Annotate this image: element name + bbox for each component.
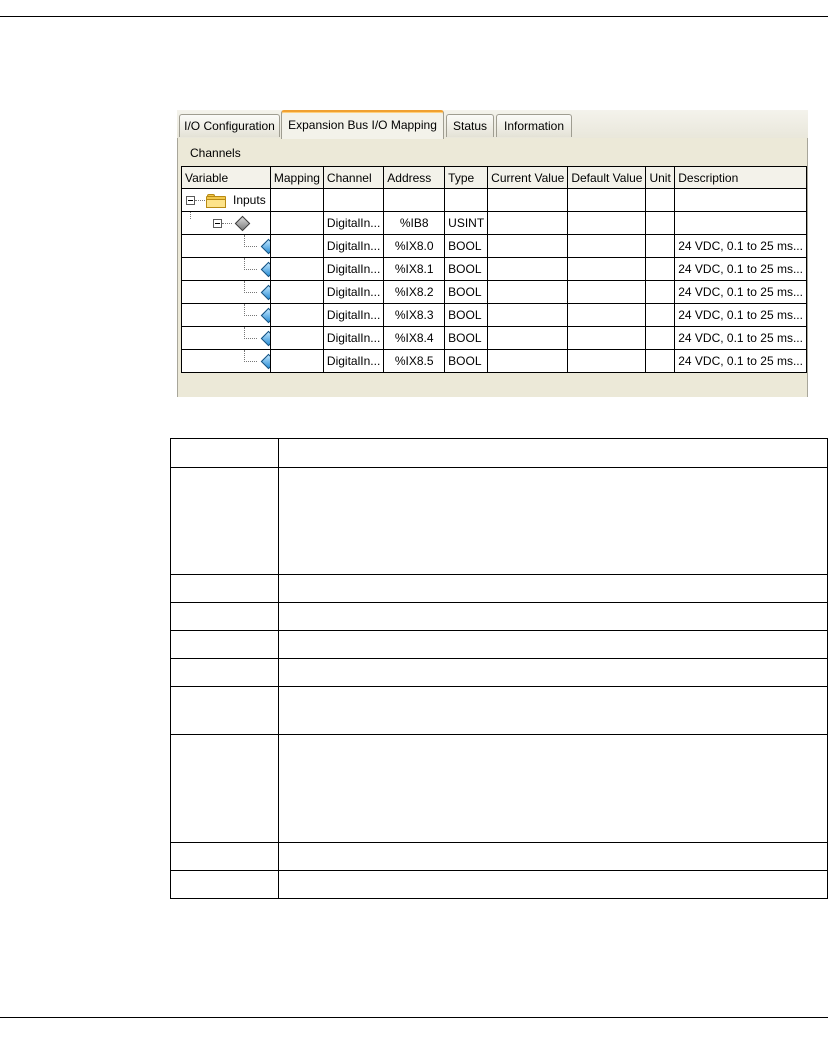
current-value-cell (488, 350, 568, 373)
channel-cell: DigitalIn... (323, 281, 383, 304)
column-header-unit[interactable]: Unit (646, 167, 675, 189)
table-row[interactable] (182, 235, 807, 258)
desc-row (171, 631, 828, 659)
blue-diamond-icon (261, 308, 271, 324)
blue-diamond-icon (261, 331, 271, 347)
table-row[interactable] (182, 212, 807, 235)
channel-cell: DigitalIn... (323, 258, 383, 281)
variable-cell[interactable] (182, 235, 271, 258)
desc-row (171, 439, 828, 468)
unit-cell (646, 212, 675, 235)
default-value-cell (568, 212, 646, 235)
unit-cell (646, 350, 675, 373)
tree-connector (244, 246, 257, 247)
mapping-cell[interactable] (270, 304, 323, 327)
variable-cell[interactable] (182, 281, 271, 304)
type-cell: BOOL (445, 350, 488, 373)
table-row-inputs[interactable] (182, 189, 807, 212)
collapse-icon[interactable] (213, 219, 222, 228)
column-header-type[interactable]: Type (445, 167, 488, 189)
current-value-cell (488, 327, 568, 350)
mapping-cell[interactable] (270, 327, 323, 350)
table-row[interactable] (182, 304, 807, 327)
blue-diamond-icon (261, 262, 271, 278)
page-header-rule (0, 16, 828, 17)
tree-connector (244, 361, 257, 362)
type-cell: BOOL (445, 281, 488, 304)
desc-row (171, 843, 828, 871)
description-cell: 24 VDC, 0.1 to 25 ms... (675, 304, 807, 327)
table-row[interactable] (182, 350, 807, 373)
channel-cell: DigitalIn... (323, 304, 383, 327)
desc-row (171, 468, 828, 575)
type-cell: USINT (445, 212, 488, 235)
description-cell (675, 189, 807, 212)
tree-connector (244, 292, 257, 293)
description-cell: 24 VDC, 0.1 to 25 ms... (675, 235, 807, 258)
tree-connector (244, 338, 257, 339)
description-cell: 24 VDC, 0.1 to 25 ms... (675, 350, 807, 373)
variable-cell[interactable] (182, 212, 271, 235)
mapping-cell[interactable] (270, 189, 323, 212)
variable-cell[interactable] (182, 327, 271, 350)
desc-row (171, 687, 828, 735)
mapping-cell[interactable] (270, 212, 323, 235)
desc-row (171, 659, 828, 687)
blue-diamond-icon (261, 239, 271, 255)
blue-diamond-icon (261, 354, 271, 370)
inputs-label: Inputs (233, 193, 266, 207)
default-value-cell (568, 258, 646, 281)
unit-cell (646, 235, 675, 258)
description-cell: 24 VDC, 0.1 to 25 ms... (675, 258, 807, 281)
address-cell: %IX8.5 (384, 350, 445, 373)
tree-connector (190, 212, 191, 219)
tree-connector (222, 223, 232, 224)
channel-cell: DigitalIn... (323, 350, 383, 373)
column-header-current-value[interactable]: Current Value (488, 167, 568, 189)
type-cell: BOOL (445, 304, 488, 327)
table-header-row (182, 167, 807, 189)
description-cell (675, 212, 807, 235)
tab-bar (177, 110, 808, 139)
mapping-cell[interactable] (270, 281, 323, 304)
address-cell: %IX8.4 (384, 327, 445, 350)
address-cell (384, 189, 445, 212)
default-value-cell (568, 189, 646, 212)
address-cell: %IX8.2 (384, 281, 445, 304)
column-header-variable[interactable]: Variable (182, 167, 271, 189)
type-cell: BOOL (445, 327, 488, 350)
tab-information[interactable]: Information (496, 114, 572, 137)
address-cell: %IX8.1 (384, 258, 445, 281)
table-row[interactable] (182, 258, 807, 281)
current-value-cell (488, 212, 568, 235)
tree-connector (195, 200, 205, 201)
current-value-cell (488, 281, 568, 304)
default-value-cell (568, 327, 646, 350)
tab-io-configuration[interactable]: I/O Configuration (179, 114, 280, 137)
desc-row (171, 575, 828, 603)
table-row[interactable] (182, 327, 807, 350)
io-mapping-panel (177, 110, 808, 397)
desc-row (171, 871, 828, 899)
column-header-description[interactable]: Description (675, 167, 807, 189)
current-value-cell (488, 189, 568, 212)
address-cell: %IB8 (384, 212, 445, 235)
address-cell: %IX8.3 (384, 304, 445, 327)
unit-cell (646, 189, 675, 212)
type-cell (445, 189, 488, 212)
current-value-cell (488, 235, 568, 258)
unit-cell (646, 281, 675, 304)
desc-row (171, 603, 828, 631)
mapping-cell[interactable] (270, 350, 323, 373)
unit-cell (646, 258, 675, 281)
description-cell: 24 VDC, 0.1 to 25 ms... (675, 327, 807, 350)
mapping-cell[interactable] (270, 235, 323, 258)
type-cell: BOOL (445, 258, 488, 281)
variable-cell[interactable] (182, 189, 271, 212)
default-value-cell (568, 350, 646, 373)
variable-cell[interactable] (182, 258, 271, 281)
page-footer-rule (0, 1017, 828, 1018)
column-header-address[interactable]: Address (384, 167, 445, 189)
current-value-cell (488, 304, 568, 327)
column-header-default-value[interactable]: Default Value (568, 167, 646, 189)
desc-row (171, 735, 828, 843)
column-header-channel[interactable]: Channel (323, 167, 383, 189)
mapping-cell[interactable] (270, 258, 323, 281)
unit-cell (646, 304, 675, 327)
default-value-cell (568, 304, 646, 327)
blue-diamond-icon (261, 285, 271, 301)
current-value-cell (488, 258, 568, 281)
table-row[interactable] (182, 281, 807, 304)
channels-table (181, 166, 807, 373)
default-value-cell (568, 235, 646, 258)
channel-cell: DigitalIn... (323, 235, 383, 258)
tree-connector (244, 315, 257, 316)
default-value-cell (568, 281, 646, 304)
column-header-mapping[interactable]: Mapping (270, 167, 323, 189)
tree-connector (244, 269, 257, 270)
address-cell: %IX8.0 (384, 235, 445, 258)
unit-cell (646, 327, 675, 350)
tab-content (177, 138, 808, 397)
variable-cell[interactable] (182, 304, 271, 327)
variable-cell[interactable] (182, 350, 271, 373)
gray-diamond-icon (235, 216, 251, 232)
channel-cell: DigitalIn... (323, 212, 383, 235)
description-table (170, 438, 828, 899)
collapse-icon[interactable] (186, 196, 195, 205)
tab-status[interactable]: Status (446, 114, 494, 137)
type-cell: BOOL (445, 235, 488, 258)
description-cell: 24 VDC, 0.1 to 25 ms... (675, 281, 807, 304)
channels-section-label: Channels (190, 146, 241, 160)
channel-cell (323, 189, 383, 212)
folder-icon (206, 194, 226, 208)
tab-expansion-bus-io-mapping[interactable]: Expansion Bus I/O Mapping (281, 110, 444, 139)
channel-cell: DigitalIn... (323, 327, 383, 350)
